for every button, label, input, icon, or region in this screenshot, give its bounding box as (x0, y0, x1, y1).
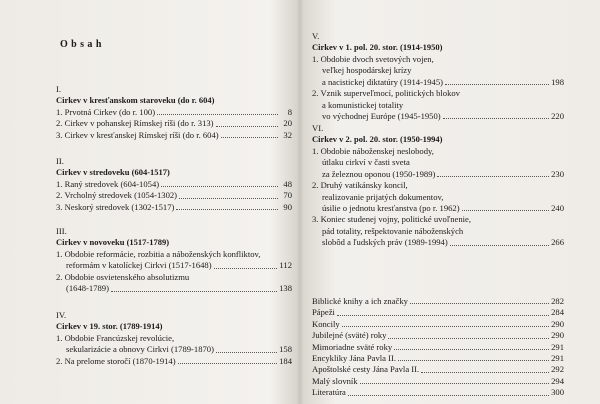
page-number: 198 (551, 76, 564, 87)
section-heading: Cirkev v novoveku (1517-1789) (56, 237, 170, 248)
toc-entry-line: veľkej hospodárskej krízy (322, 65, 412, 76)
toc-entry-line: útlaku cirkví v časti sveta (322, 157, 410, 168)
page-number: 158 (279, 344, 292, 355)
toc-entry-line: realizovanie prijatých dokumentov, (322, 191, 444, 202)
page-title: Obsah (60, 39, 105, 50)
page-number: 294 (551, 375, 564, 386)
page-number: 112 (279, 260, 292, 271)
section-heading: Cirkev v 2. pol. 20. stor. (1950-1994) (312, 134, 443, 145)
appendix-list (312, 296, 564, 399)
page-number: 8 (287, 106, 292, 117)
page-number: 184 (279, 355, 292, 366)
toc-entry[interactable]: sekularizácie a obnovy Cirkvi (1789-1870) 158 (66, 344, 292, 355)
section-number: I. (56, 84, 62, 94)
page-number: 291 (551, 341, 564, 352)
toc-entry-line: 1. Obdobie dvoch svetových vojen, (312, 53, 434, 64)
toc-entry[interactable]: 2. Cirkev v pohanskej Rímskej ríši (do r. 313) 20 (56, 118, 292, 129)
toc-entry[interactable]: vo východnej Európe (1945-1950) 220 (322, 110, 564, 121)
page-number: 266 (551, 237, 564, 248)
toc-entry[interactable]: 1. Prvotná Cirkev (do r. 100) 8 (56, 106, 292, 117)
page-number: 220 (551, 110, 564, 121)
page-number: 20 (283, 118, 292, 129)
toc-entry-line: 3. Koniec studenej vojny, politické uvoľnenie, (312, 214, 472, 225)
toc-entry-line: 1. Obdobie náboženskej neslobody, (312, 145, 434, 156)
section-heading: Cirkev v kresťanskom staroveku (do r. 604) (56, 95, 215, 106)
toc-entry[interactable]: 1. Raný stredovek (604-1054) 48 (56, 178, 292, 189)
page-number: 284 (551, 307, 564, 318)
page-number: 138 (279, 283, 292, 294)
appendix-entry[interactable]: Koncily 290 (312, 318, 564, 329)
section-number: VI. (312, 123, 324, 133)
toc-entry[interactable]: za železnou oponou (1950-1989) 230 (322, 168, 564, 179)
appendix-entry[interactable]: Jubilejné (sväté) roky 290 (312, 330, 564, 341)
toc-entry-line: 1. Obdobie reformácie, rozbitia a náboženských konfliktov, (56, 248, 261, 259)
toc-entry-line: 2. Vznik superveľmocí, politických blokov (312, 88, 460, 99)
toc-entry[interactable]: 2. Vrcholný stredovek (1054-1302) 70 (56, 190, 292, 201)
section-heading: Cirkev v stredoveku (604-1517) (56, 167, 170, 178)
section-number: II. (56, 156, 64, 166)
toc-entry-line: pád totality, rešpektovanie náboženských (322, 225, 464, 236)
section-2 (56, 156, 292, 213)
section-5 (312, 31, 564, 122)
page-number: 291 (551, 352, 564, 363)
toc-entry-line: 2. Obdobie osvietenského absolutizmu (56, 271, 190, 282)
toc-entry-line: 2. Druhý vatikánsky koncil, (312, 180, 408, 191)
toc-entry[interactable]: a nacistickej diktatúry (1914-1945) 198 (322, 76, 564, 87)
page-number: 282 (551, 295, 564, 306)
toc-entry[interactable]: 2. Na prelome storočí (1870-1914) 184 (56, 355, 292, 366)
page-number: 70 (283, 190, 292, 201)
toc-entry[interactable]: 3. Cirkev v kresťanskej Rímskej ríši (do r. 604) 32 (56, 129, 292, 140)
toc-entry-line: a komunistickej totality (322, 99, 404, 110)
appendix-entry[interactable]: Literatúra 300 (312, 387, 564, 398)
appendix-entry[interactable]: Pápeži 284 (312, 307, 564, 318)
appendix-entry[interactable]: Encykliky Jána Pavla II. 291 (312, 352, 564, 363)
appendix-entry[interactable]: Malý slovník 294 (312, 375, 564, 386)
section-number: III. (56, 226, 67, 236)
page-number: 32 (283, 129, 292, 140)
toc-entry[interactable]: (1648-1789) 138 (66, 283, 292, 294)
page-number: 230 (551, 168, 564, 179)
section-heading: Cirkev v 19. stor. (1789-1914) (56, 321, 163, 332)
section-heading: Cirkev v 1. pol. 20. stor. (1914-1950) (312, 42, 443, 53)
toc-entry[interactable]: reformám v katolíckej Cirkvi (1517-1648) 112 (66, 260, 292, 271)
page-number: 290 (551, 318, 564, 329)
page-number: 240 (551, 202, 564, 213)
toc-entry[interactable]: 3. Neskorý stredovek (1302-1517) 90 (56, 201, 292, 212)
page-number: 292 (551, 364, 564, 375)
page-number: 300 (551, 387, 564, 398)
appendix-entry[interactable]: Apoštolské cesty Jána Pavla II. 292 (312, 364, 564, 375)
page-number: 90 (283, 201, 292, 212)
section-4 (56, 310, 292, 367)
page-number: 290 (551, 330, 564, 341)
section-number: V. (312, 31, 320, 41)
section-3 (56, 226, 292, 295)
toc-entry-line: 1. Obdobie Francúzskej revolúcie, (56, 332, 175, 343)
section-6 (312, 123, 564, 249)
appendix-entry[interactable]: Biblické knihy a ich značky 282 (312, 295, 564, 306)
section-number: IV. (56, 310, 67, 320)
toc-entry[interactable]: slobôd a ľudských práv (1989-1994) 266 (322, 237, 564, 248)
page-number: 48 (283, 178, 292, 189)
toc-entry[interactable]: úsilie o jednotu kresťanstva (po r. 1962) 240 (322, 202, 564, 213)
section-1 (56, 84, 292, 141)
appendix-entry[interactable]: Mimoriadne sväté roky 291 (312, 341, 564, 352)
